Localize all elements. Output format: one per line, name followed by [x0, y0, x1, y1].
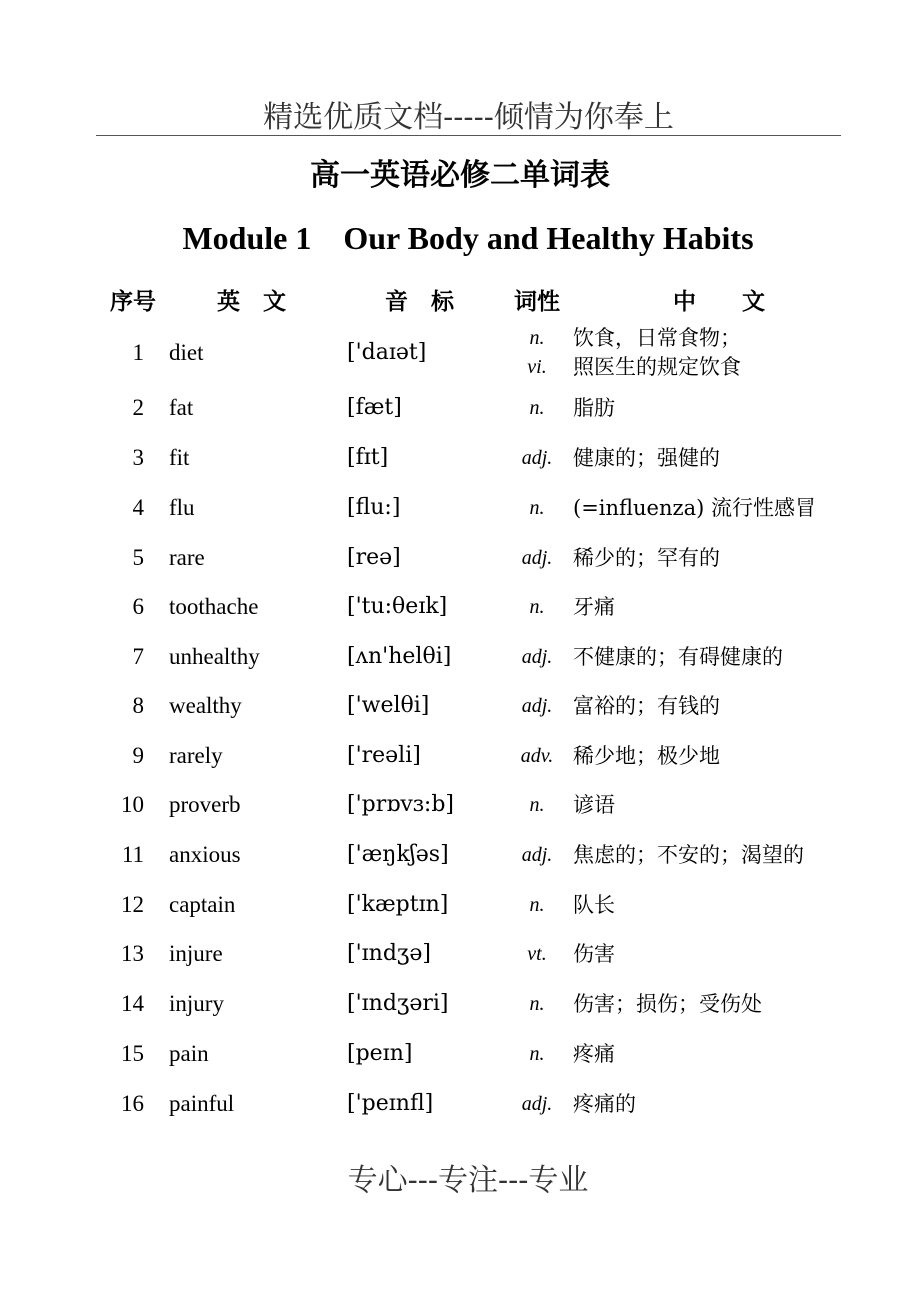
chinese-meaning [573, 783, 615, 827]
part-of-speech [506, 734, 568, 778]
chinese-meaning [573, 585, 615, 629]
column-header-english: 英 文 [217, 289, 286, 315]
part-of-speech-item: n. [529, 1043, 545, 1065]
english-word: painful [169, 1091, 235, 1116]
part-of-speech [506, 982, 568, 1026]
phonetic: [flu:] [347, 495, 401, 520]
english-word: pain [169, 1041, 209, 1066]
part-of-speech-item: n. [529, 794, 545, 816]
word-row [0, 1082, 920, 1126]
english-word: diet [169, 340, 204, 365]
english-word: toothache [169, 594, 259, 619]
phonetic: ['daɪət] [347, 340, 427, 365]
column-header-phonetic: 音 标 [385, 289, 454, 315]
part-of-speech [506, 585, 568, 629]
english-word: flu [169, 495, 195, 520]
phonetic: ['welθi] [347, 693, 430, 718]
module-title: Module 1 Our Body and Healthy Habits [182, 220, 754, 256]
part-of-speech-item: n. [529, 993, 545, 1015]
part-of-speech-item: n. [529, 397, 545, 419]
part-of-speech-item: vi. [527, 356, 547, 378]
header-divider [96, 135, 841, 136]
chinese-meaning [573, 386, 615, 430]
phonetic: [fæt] [347, 395, 402, 420]
phonetic: [ʌn'helθi] [347, 644, 452, 669]
phonetic: [fɪt] [347, 445, 389, 470]
chinese-meaning-item: 队长 [573, 893, 615, 917]
part-of-speech-item: vt. [527, 943, 547, 965]
phonetic: ['prɒvɜ:b] [347, 792, 455, 817]
word-row [0, 883, 920, 927]
part-of-speech-item: adj. [521, 1093, 553, 1115]
word-number: 8 [132, 693, 144, 718]
chinese-meaning-item: 伤害；损伤；受伤处 [573, 992, 762, 1016]
part-of-speech-item: adj. [521, 695, 553, 717]
chinese-meaning [573, 1082, 636, 1126]
part-of-speech [506, 783, 568, 827]
column-header-num: 序号 [110, 289, 156, 315]
chinese-meaning [573, 486, 816, 530]
phonetic: ['kæptɪn] [347, 892, 449, 917]
english-word: injure [169, 941, 223, 966]
word-number: 15 [121, 1041, 144, 1066]
part-of-speech-item: n. [529, 497, 545, 519]
chinese-meaning [573, 324, 741, 382]
part-of-speech-item: adj. [521, 547, 553, 569]
word-row [0, 536, 920, 580]
word-number: 11 [121, 842, 144, 867]
english-word: proverb [169, 792, 241, 817]
chinese-meaning-item: 焦虑的；不安的；渴望的 [573, 843, 804, 867]
chinese-meaning [573, 883, 615, 927]
english-word: rare [169, 545, 205, 570]
column-header-chinese: 中 文 [673, 289, 765, 315]
part-of-speech [506, 883, 568, 927]
document-title: 高一英语必修二单词表 [310, 158, 610, 193]
column-header-pos: 词性 [514, 289, 560, 315]
word-number: 1 [132, 340, 144, 365]
chinese-meaning-item: 饮食，日常食物； [573, 326, 741, 350]
phonetic: ['peɪnfl] [347, 1091, 434, 1116]
word-number: 14 [121, 991, 144, 1016]
chinese-meaning-item: 富裕的；有钱的 [573, 694, 720, 718]
english-word: fit [169, 445, 190, 470]
word-row [0, 734, 920, 778]
chinese-meaning [573, 1032, 615, 1076]
word-row [0, 585, 920, 629]
word-row [0, 783, 920, 827]
english-word: anxious [169, 842, 241, 867]
phonetic: ['æŋkʃəs] [347, 842, 449, 867]
word-number: 9 [132, 743, 144, 768]
part-of-speech [506, 486, 568, 530]
phonetic: ['ɪndʒəri] [347, 991, 449, 1016]
word-row [0, 635, 920, 679]
part-of-speech-item: n. [529, 596, 545, 618]
word-row [0, 932, 920, 976]
part-of-speech [506, 436, 568, 480]
chinese-meaning-item: 疼痛的 [573, 1092, 636, 1116]
chinese-meaning-item: 脂肪 [573, 396, 615, 420]
english-word: wealthy [169, 693, 242, 718]
phonetic: ['reəli] [347, 743, 421, 768]
chinese-meaning [573, 932, 615, 976]
chinese-meaning [573, 982, 762, 1026]
part-of-speech-item: adv. [520, 745, 554, 767]
chinese-meaning-item: 谚语 [573, 793, 615, 817]
word-number: 3 [132, 445, 144, 470]
chinese-meaning [573, 833, 804, 877]
english-word: fat [169, 395, 194, 420]
chinese-meaning-item: 伤害 [573, 942, 615, 966]
word-row [0, 322, 920, 384]
word-row [0, 1032, 920, 1076]
part-of-speech-item: n. [529, 894, 545, 916]
chinese-meaning-item: 稀少地；极少地 [573, 744, 720, 768]
word-row [0, 982, 920, 1026]
part-of-speech [506, 635, 568, 679]
chinese-meaning-item: 照医生的规定饮食 [573, 355, 741, 379]
word-number: 10 [121, 792, 144, 817]
part-of-speech [506, 536, 568, 580]
word-number: 5 [132, 545, 144, 570]
word-number: 13 [121, 941, 144, 966]
word-number: 2 [132, 395, 144, 420]
chinese-meaning-item: 稀少的；罕有的 [573, 546, 720, 570]
english-word: captain [169, 892, 236, 917]
chinese-meaning-item: 疼痛 [573, 1042, 615, 1066]
page-header: 精选优质文档-----倾情为你奉上 [263, 100, 674, 135]
part-of-speech [506, 1082, 568, 1126]
word-number: 7 [132, 644, 144, 669]
english-word: injury [169, 991, 224, 1016]
english-word: rarely [169, 743, 223, 768]
word-row [0, 436, 920, 480]
word-row [0, 486, 920, 530]
chinese-meaning [573, 635, 783, 679]
phonetic: [reə] [347, 545, 401, 570]
chinese-meaning-item: 不健康的；有碍健康的 [573, 645, 783, 669]
part-of-speech [506, 932, 568, 976]
word-number: 6 [132, 594, 144, 619]
word-number: 4 [132, 495, 144, 520]
part-of-speech-item: adj. [521, 447, 553, 469]
chinese-meaning [573, 734, 720, 778]
chinese-meaning-item: (=influenza) 流行性感冒 [573, 496, 816, 520]
word-row [0, 833, 920, 877]
part-of-speech [506, 833, 568, 877]
phonetic: ['ɪndʒə] [347, 941, 431, 966]
chinese-meaning-item: 健康的；强健的 [573, 446, 720, 470]
part-of-speech [506, 324, 568, 382]
word-number: 16 [121, 1091, 144, 1116]
chinese-meaning-item: 牙痛 [573, 595, 615, 619]
part-of-speech [506, 1032, 568, 1076]
phonetic: ['tu:θeɪk] [347, 594, 448, 619]
part-of-speech [506, 684, 568, 728]
part-of-speech-item: n. [529, 327, 545, 349]
word-row [0, 386, 920, 430]
chinese-meaning [573, 436, 720, 480]
word-number: 12 [121, 892, 144, 917]
chinese-meaning [573, 684, 720, 728]
part-of-speech-item: adj. [521, 844, 553, 866]
part-of-speech [506, 386, 568, 430]
english-word: unhealthy [169, 644, 260, 669]
word-row [0, 684, 920, 728]
phonetic: [peɪn] [347, 1041, 413, 1066]
chinese-meaning [573, 536, 720, 580]
page-footer: 专心---专注---专业 [347, 1163, 589, 1198]
part-of-speech-item: adj. [521, 646, 553, 668]
